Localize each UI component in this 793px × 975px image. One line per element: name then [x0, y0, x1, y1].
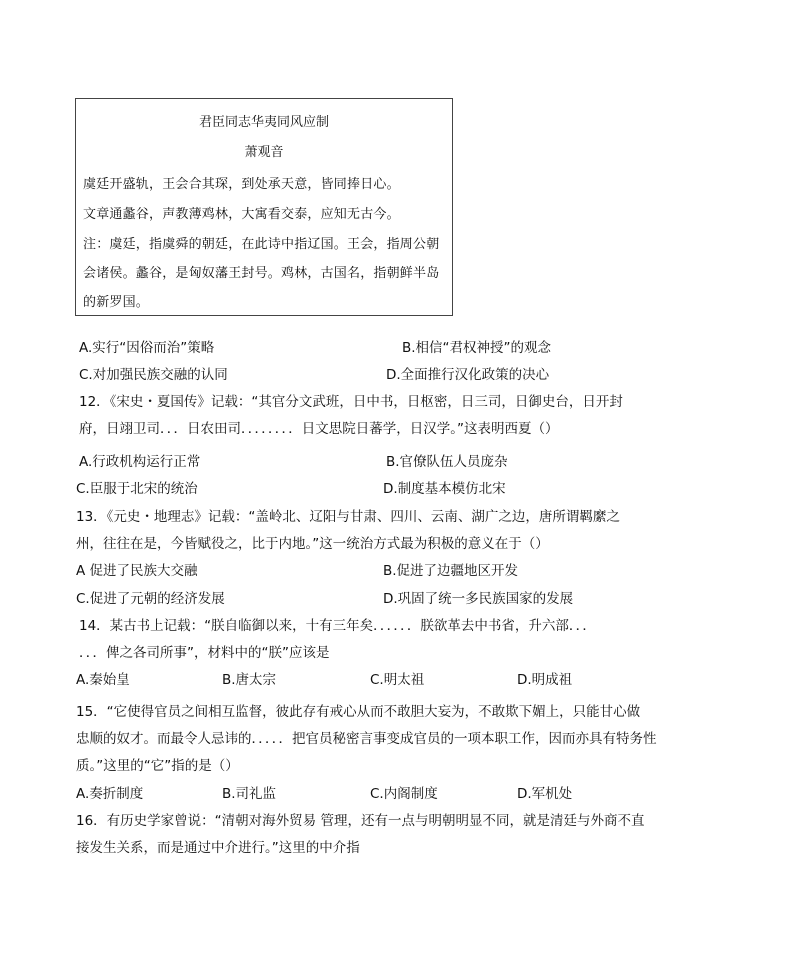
q15-option-a: A.奏折制度 — [76, 786, 144, 802]
q13-question-line: 州，往往在是，今皆赋役之，比于内地。”这一统治方式最为积极的意义在于（） — [76, 536, 549, 552]
q13-question-line: 13．《元史・地理志》记载：“盖岭北、辽阳与甘肃、四川、云南、湖广之边，唐所谓羁縻之 — [76, 509, 620, 525]
poem-note-line: 会诸侯。蠡谷，是匈奴藩王封号。鸡林，古国名，指朝鲜半岛 — [83, 266, 440, 281]
q11-option-a: A.实行“因俗而治”策略 — [79, 340, 215, 356]
q12-question-line: 12．《宋史・夏国传》记载：“其官分文武班，日中书，日枢密，日三司，日御史台，日开封 — [79, 394, 623, 410]
poem-box — [75, 98, 453, 316]
poem-note-line: 注：虞廷，指虞舜的朝廷，在此诗中指辽国。王会，指周公朝 — [83, 237, 440, 252]
q12-option-d: D.制度基本模仿北宋 — [383, 481, 506, 497]
q14-question-line: 14．某古书上记载：“朕自临御以来，十有三年矣．．．．．．朕欲革去中书省，升六部．．． — [79, 618, 596, 634]
q16-question-line: 16．有历史学家曾说：“清朝对海外贸易 管理，还有一点与明朝明显不同，就是清廷与外商不直 — [76, 813, 645, 829]
q12-option-b: B.官僚队伍人员庞杂 — [386, 454, 508, 470]
q11-option-c: C.对加强民族交融的认同 — [79, 367, 228, 383]
q15-question-line: 15．“它使得官员之间相互监督，彼此存有戒心从而不敢胆大妄为，不敢欺下媚上，只能甘心做 — [76, 704, 641, 720]
q15-option-c: C.内阁制度 — [370, 786, 438, 802]
q13-option-c: C.促进了元朝的经济发展 — [76, 591, 225, 607]
q11-option-b: B.相信“君权神授”的观念 — [402, 340, 552, 356]
poem-note-line: 的新罗国。 — [83, 295, 150, 310]
q13-option-d: D.巩固了统一多民族国家的发展 — [383, 591, 574, 607]
q15-option-b: B.司礼监 — [222, 786, 277, 802]
q11-option-d: D.全面推行汉化政策的决心 — [386, 367, 550, 383]
q15-option-d: D.军机处 — [517, 786, 573, 802]
poem-line: 文章通蠡谷，声教薄鸡林，大寓看交泰，应知无古今。 — [83, 207, 400, 222]
q13-option-a: A 促进了民族大交融 — [76, 563, 198, 579]
q14-option-d: D.明成祖 — [517, 672, 573, 688]
poem-line: 虞廷开盛轨，王会合其琛，到处承天意，皆同捧日心。 — [83, 177, 400, 192]
q14-question-line: ．．．俾之各司所事”，材料中的“朕”应该是 — [79, 645, 330, 661]
q15-question-line: 质。”这里的“它”指的是（） — [76, 758, 239, 774]
q12-option-c: C.臣服于北宋的统治 — [76, 481, 198, 497]
q12-question-line: 府，日翊卫司．．．日农田司．．．．．．．．日文思院日蕃学，日汉学。”这表明西夏（） — [79, 421, 559, 437]
q13-option-b: B.促进了边疆地区开发 — [383, 563, 519, 579]
q14-option-a: A.秦始皇 — [76, 672, 130, 688]
poem-author: 萧观音 — [244, 145, 284, 160]
q14-option-b: B.唐太宗 — [222, 672, 277, 688]
poem-title: 君臣同志华夷同风应制 — [198, 115, 329, 130]
q14-option-c: C.明太祖 — [370, 672, 425, 688]
q16-question-line: 接发生关系，而是通过中介进行。”这里的中介指 — [76, 840, 360, 856]
q15-question-line: 忠顺的奴才。而最令人忌讳的．．．．．把官员秘密言事变成官员的一项本职工作，因而亦具有特务性 — [76, 731, 657, 747]
q12-option-a: A.行政机构运行正常 — [79, 454, 201, 470]
